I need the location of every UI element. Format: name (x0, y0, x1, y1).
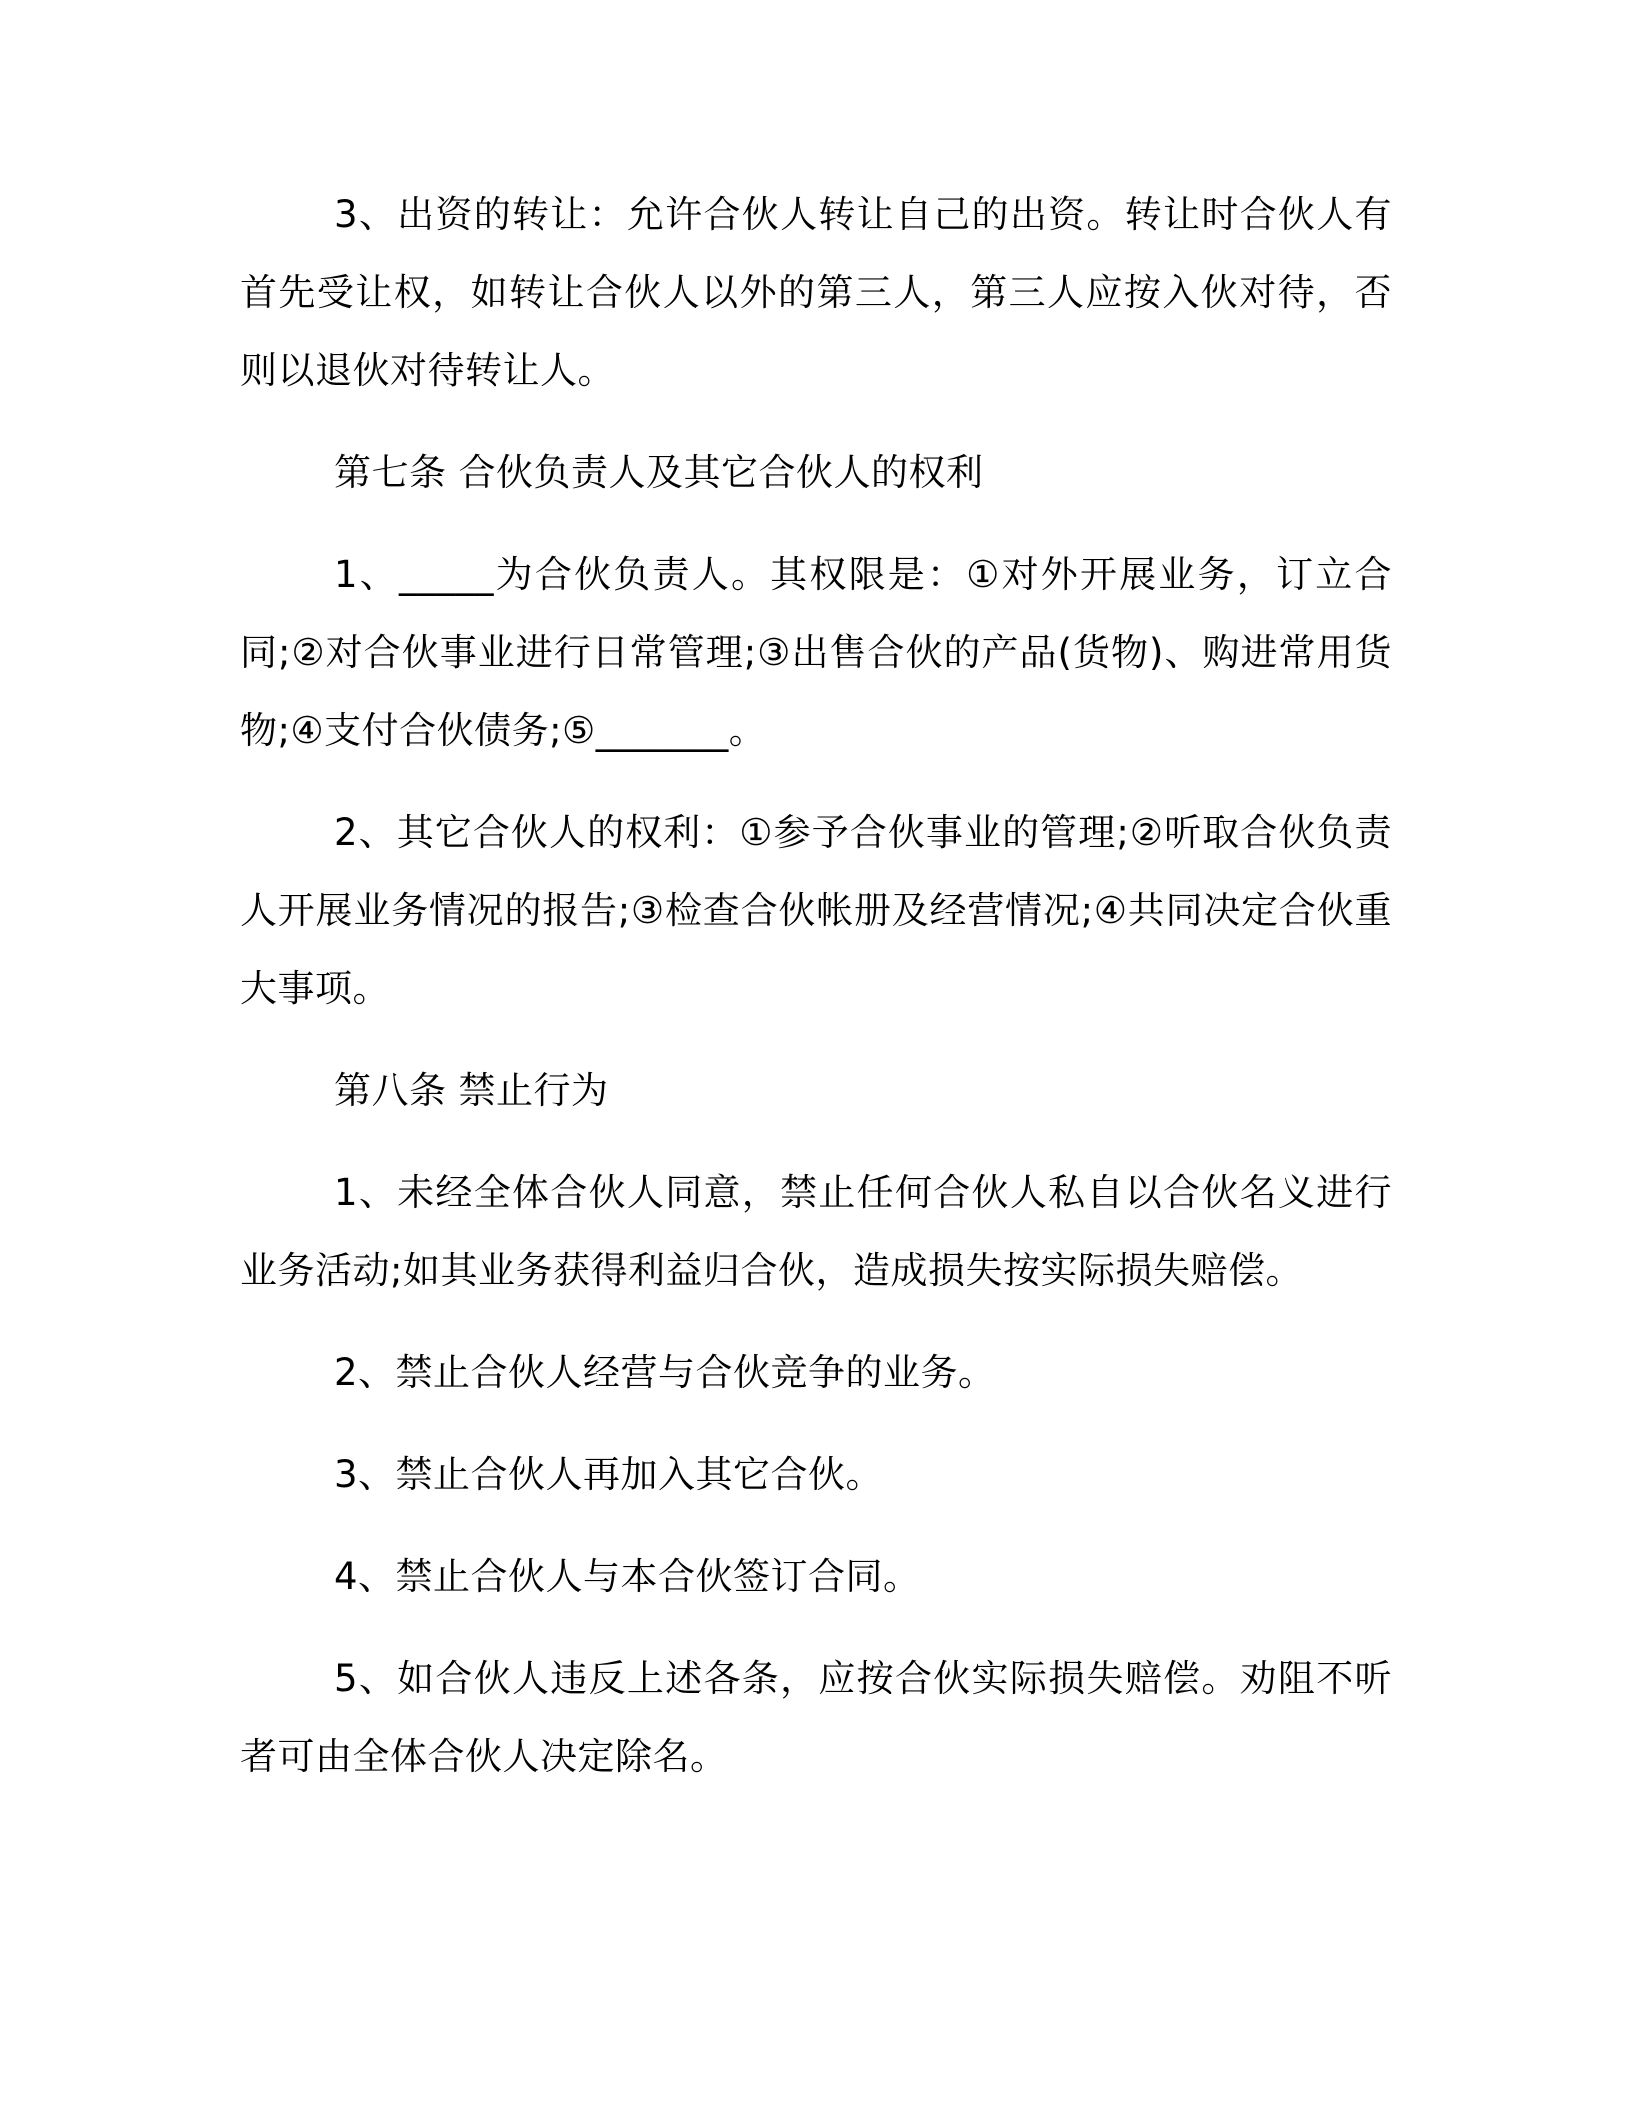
paragraph-8-3: 3、禁止合伙人再加入其它合伙。 (334, 1453, 884, 1496)
article-title: 禁止行为 (458, 1069, 609, 1112)
article-number: 第七条 (334, 451, 447, 494)
article-7-heading (240, 434, 1392, 512)
document-body (240, 176, 1392, 1820)
article-number: 第八条 (334, 1069, 447, 1112)
article-title: 合伙负责人及其它合伙人的权利 (458, 451, 984, 494)
paragraph-7-1: 1、_____为合伙负责人。其权限是：①对外开展业务，订立合同;②对合伙事业进行日常管理;③出售合伙的产品(货物)、购进常用货物;④支付合伙债务;⑤_______。 (240, 553, 1392, 752)
paragraph-8-2: 2、禁止合伙人经营与合伙竞争的业务。 (334, 1351, 996, 1394)
article-8-heading (240, 1052, 1392, 1130)
paragraph-8-5: 5、如合伙人违反上述各条，应按合伙实际损失赔偿。劝阻不听者可由全体合伙人决定除名。 (240, 1657, 1392, 1778)
paragraph-8-1: 1、未经全体合伙人同意，禁止任何合伙人私自以合伙名义进行业务活动;如其业务获得利益归合伙，造成损失按实际损失赔偿。 (240, 1171, 1392, 1292)
paragraph-7-2: 2、其它合伙人的权利：①参予合伙事业的管理;②听取合伙负责人开展业务情况的报告;③检查合伙帐册及经营情况;④共同决定合伙重大事项。 (240, 811, 1392, 1010)
paragraph-8-4: 4、禁止合伙人与本合伙签订合同。 (334, 1555, 921, 1598)
paragraph-capital-transfer: 3、出资的转让：允许合伙人转让自己的出资。转让时合伙人有首先受让权，如转让合伙人以外的第三人，第三人应按入伙对待，否则以退伙对待转让人。 (240, 193, 1392, 392)
